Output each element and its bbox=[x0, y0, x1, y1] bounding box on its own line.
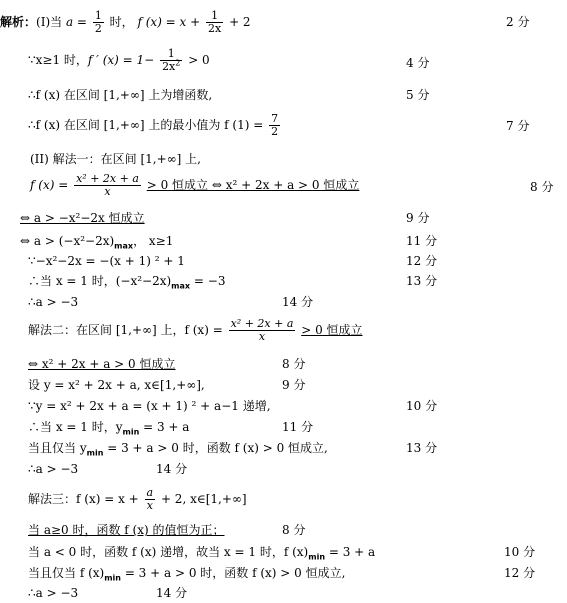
line-5: (II) 解法一：在区间 [1,+∞] 上, bbox=[30, 152, 201, 166]
solution-label: 解析： bbox=[0, 15, 37, 29]
score-line-4: 7 分 bbox=[506, 119, 530, 133]
score-line-16: 11 分 bbox=[282, 420, 314, 434]
line-4: ∴f (x) 在区间 [1,+∞] 上的最小值为 f (1) = $\frac{7}{2}$ bbox=[28, 112, 279, 138]
line-23: ∴a > −3 bbox=[28, 586, 79, 600]
fraction: $\frac{\text{x² + 2x + a}}{x}$ bbox=[76, 172, 139, 198]
line-22: 当且仅当 f $(x)_{min} = 3 + a > 0$ 时，函数 f (x) > 0 恒成立, bbox=[28, 566, 346, 583]
fraction: $\frac{\text{x² + 2x + a}}{x}$ bbox=[230, 317, 294, 343]
line-13: ⇔ x² + 2x + a > 0 恒成立 bbox=[28, 357, 176, 371]
line-8: ⇔ $a > (-x^2-2x)_{max}$， x≥1 bbox=[20, 234, 174, 251]
score-line-1: 2 分 bbox=[506, 15, 530, 29]
line-16: ∴当 x = 1 时，$y_{min} = 3 + a$ bbox=[28, 420, 190, 437]
line-19: 解法三：f (x) = x + $\frac{a}{x}$ + 2, x∈[1,+∞] bbox=[28, 486, 247, 512]
fraction: $\frac{1}{2x^2}$ bbox=[162, 47, 181, 73]
score-line-17: 13 分 bbox=[406, 441, 438, 455]
line-6: f (x) = $\frac{\text{x² + 2x + a}}{x}$ > 0 恒成立 ⇔ x² + 2x + a > 0 恒成立 bbox=[30, 172, 360, 198]
score-line-20: 8 分 bbox=[282, 523, 306, 537]
score-line-3: 5 分 bbox=[406, 88, 430, 102]
score-line-10: 13 分 bbox=[406, 274, 438, 288]
score-line-11: 14 分 bbox=[282, 295, 314, 309]
score-line-22: 12 分 bbox=[504, 566, 536, 580]
fraction: $\frac{1}{2}$ bbox=[94, 9, 102, 35]
line-9: ∵−x²−2x = −(x + 1) ² + 1 bbox=[28, 254, 185, 268]
score-line-8: 11 分 bbox=[406, 234, 438, 248]
line-2: ∵x≥1 时，f ′ (x) = 1− $\frac{1}{2x^2}$ > 0 bbox=[28, 47, 210, 73]
fraction: $\frac{7}{2}$ bbox=[271, 112, 279, 138]
score-line-23: 14 分 bbox=[156, 586, 188, 600]
line-3: ∴f (x) 在区间 [1,+∞] 上为增函数, bbox=[28, 88, 213, 102]
score-line-13: 8 分 bbox=[282, 357, 306, 371]
line-10: ∴当 x = 1 时，$(-x^2-2x)_{max} = -3$ bbox=[28, 274, 226, 291]
line-21: 当 a < 0 时，函数 f (x) 递增，故当 x = 1 时，f $(x)_{min} = 3 + a$ bbox=[28, 545, 376, 562]
line-1: 解析：(I)当 a = $\frac{1}{2}$ 时， f (x) = x + $\frac{1}{2x}$ + 2 bbox=[0, 9, 251, 35]
fraction: $\frac{1}{2x}$ bbox=[208, 9, 222, 35]
score-line-21: 10 分 bbox=[504, 545, 536, 559]
score-line-2: 4 分 bbox=[406, 56, 430, 70]
line-14: 设 y = x² + 2x + a, x∈[1,+∞], bbox=[28, 378, 205, 392]
line-7: ⇔ a > −x²−2x 恒成立 bbox=[20, 211, 145, 225]
fraction: $\frac{a}{x}$ bbox=[146, 486, 154, 512]
line-12: 解法二：在区间 [1,+∞] 上，f (x) = $\frac{\text{x² + 2x + a}}{x}$ > 0 恒成立 bbox=[28, 317, 363, 343]
score-line-18: 14 分 bbox=[156, 462, 188, 476]
line-18: ∴a > −3 bbox=[28, 462, 79, 476]
score-line-9: 12 分 bbox=[406, 254, 438, 268]
score-line-14: 9 分 bbox=[282, 378, 306, 392]
line-17: 当且仅当 $y_{min} = 3 + a > 0$ 时，函数 f (x) > 0 恒成立, bbox=[28, 441, 328, 458]
line-15: ∵y = x² + 2x + a = (x + 1) ² + a−1 递增, bbox=[28, 399, 271, 413]
line-11: ∴a > −3 bbox=[28, 295, 79, 309]
score-line-15: 10 分 bbox=[406, 399, 438, 413]
line-20: 当 a≥0 时，函数 f (x) 的值恒为正； bbox=[28, 523, 225, 537]
score-line-6: 8 分 bbox=[530, 180, 554, 194]
score-line-7: 9 分 bbox=[406, 211, 430, 225]
